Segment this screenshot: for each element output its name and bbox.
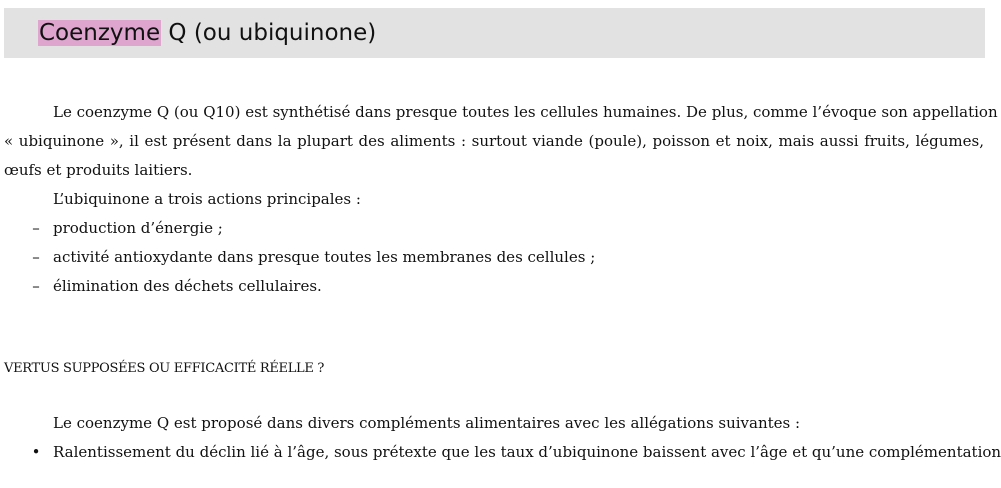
intro-line-2: « ubiquinone », il est présent dans la plupart des aliments : surtout viande (poule), poisson et noix, mais aussi fruits, légumes, xyxy=(4,132,984,150)
title-bar xyxy=(4,8,985,58)
title-highlight: Coenzyme xyxy=(39,20,161,46)
list-item-text: élimination des déchets cellulaires. xyxy=(53,277,322,295)
actions-intro: L’ubiquinone a trois actions principales : xyxy=(53,190,361,208)
section-heading: VERTUS SUPPOSÉES OU EFFICACITÉ RÉELLE ? xyxy=(4,361,325,376)
page-title xyxy=(38,20,376,46)
list-item-text: Ralentissement du déclin lié à l’âge, sous prétexte que les taux d’ubiquinone baissent avec l’âge et qu’une complémentation xyxy=(53,443,1001,461)
dash-marker: – xyxy=(32,248,40,266)
intro-line-1: Le coenzyme Q (ou Q10) est synthétisé dans presque toutes les cellules humaines. De plus, comme l’évoque son appellation xyxy=(53,103,998,121)
list-item-text: activité antioxydante dans presque toutes les membranes des cellules ; xyxy=(53,248,596,266)
list-item-text: production d’énergie ; xyxy=(53,219,223,237)
dash-marker: – xyxy=(32,277,40,295)
bullet-marker: • xyxy=(31,443,41,461)
claims-intro: Le coenzyme Q est proposé dans divers compléments alimentaires avec les allégations suivantes : xyxy=(53,414,801,432)
title-rest: Q (ou ubiquinone) xyxy=(161,20,377,46)
dash-marker: – xyxy=(32,219,40,237)
intro-line-3: œufs et produits laitiers. xyxy=(4,161,193,179)
